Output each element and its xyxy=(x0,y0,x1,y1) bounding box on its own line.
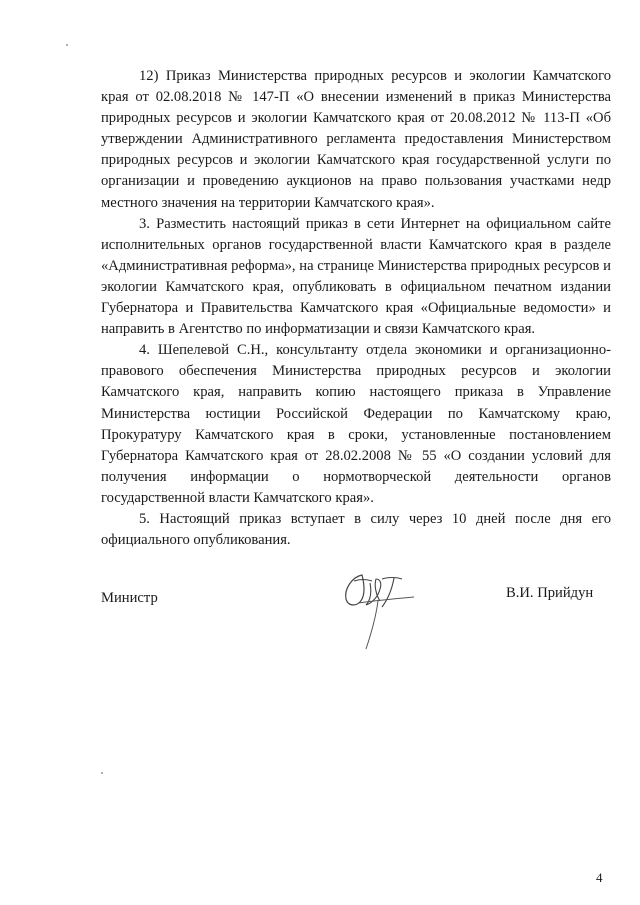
signatory-name: В.И. Прийдун xyxy=(506,585,594,601)
paragraph-item-4: 4. Шепелевой С.Н., консультанту отдела экономики и организационно-правового обеспечения Министерства природных ресурсов и экологии Камчатского края, направить копию настоящего приказа в Управление Министерства юстиции Российской Федерации по Камчатскому краю, Прокуратуру Камчатского края в сроки, установленные постановлением Губернатора Камчатского края от 28.02.2008 № 55 «О создании условий для получения информации о нормотворческой деятельности органов государственной власти Камчатского края». xyxy=(101,342,611,506)
document-body xyxy=(101,66,611,551)
handwritten-signature xyxy=(332,567,422,657)
signatory-title: Министр xyxy=(101,590,158,606)
scan-speck xyxy=(101,772,103,774)
paragraph-item-12: 12) Приказ Министерства природных ресурсов и экологии Камчатского края от 02.08.2018 № 147-П «О внесении изменений в приказ Министерства природных ресурсов и экологии Камчатского края от 20.08.2012 № 113-П «Об утверждении Административного регламента предоставления Министерством природных ресурсов и экологии Камчатского края государственной услуги по организации и проведению аукционов на право пользования участками недр местного значения на территории Камчатского края». xyxy=(101,68,611,211)
scan-speck xyxy=(66,44,68,46)
paragraph-item-3: 3. Разместить настоящий приказ в сети Интернет на официальном сайте исполнительных органов государственной власти Камчатского края в разделе «Административная реформа», на странице Министерства природных ресурсов и экологии Камчатского края, опубликовать в официальном печатном издании Губернатора и Правительства Камчатского края «Официальные ведомости» и направить в Агентство по информатизации и связи Камчатского края. xyxy=(101,215,611,338)
paragraph-item-5: 5. Настоящий приказ вступает в силу через 10 дней после дня его официального опубликования. xyxy=(101,510,611,549)
page-number: 4 xyxy=(596,870,603,885)
